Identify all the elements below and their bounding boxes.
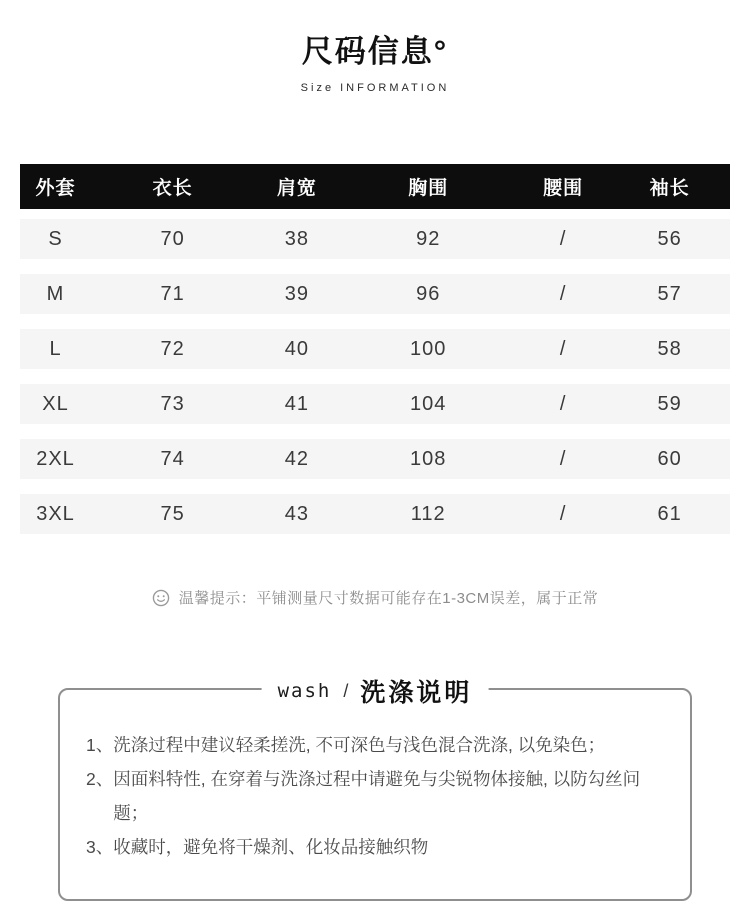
wash-item-text: 洗涤过程中建议轻柔搓洗, 不可深色与浅色混合洗涤, 以免染色；: [113, 735, 606, 755]
table-cell: /: [559, 392, 567, 415]
wash-item-text: 收藏时，避免将干燥剂、化妆品接触织物: [113, 837, 429, 857]
wash-item-text: 因面料特性, 在穿着与洗涤过程中请避免与尖锐物体接触, 以防勾丝问题；: [113, 769, 641, 823]
header-cell-shoulder: 肩宽: [276, 178, 317, 199]
table-cell: /: [559, 502, 567, 525]
table-cell: 56: [657, 227, 682, 250]
table-cell: 41: [284, 392, 310, 415]
table-cell: L: [49, 337, 62, 360]
header-cell-length: 衣长: [152, 178, 193, 199]
header-cell-waist: 腰围: [543, 178, 584, 199]
table-row: [20, 219, 730, 259]
wash-title-separator: /: [343, 680, 349, 701]
table-cell: 42: [284, 447, 310, 470]
table-cell: 73: [160, 392, 185, 415]
wash-item-number: 1、: [86, 735, 114, 755]
tip-note-text: 温馨提示：平铺测量尺寸数据可能存在1-3CM误差，属于正常: [178, 590, 599, 607]
table-cell: /: [559, 447, 567, 470]
tip-note: [0, 587, 750, 608]
wash-item-number: 3、: [86, 837, 114, 857]
table-cell: 96: [416, 282, 441, 305]
table-row: [20, 274, 730, 314]
table-cell: 2XL: [36, 447, 75, 470]
table-cell: 38: [284, 227, 310, 250]
table-row: [20, 384, 730, 424]
wash-instructions: [60, 690, 690, 864]
table-cell: 112: [410, 502, 446, 525]
table-cell: 59: [657, 392, 682, 415]
table-cell: 43: [284, 502, 310, 525]
table-cell: /: [559, 282, 567, 305]
table-cell: 71: [160, 282, 185, 305]
title-block: [0, 0, 750, 94]
size-table-header: [20, 164, 730, 209]
table-cell: S: [48, 227, 63, 250]
table-cell: XL: [42, 392, 69, 415]
size-table-body: [20, 219, 730, 534]
header-cell-sleeve: 袖长: [649, 178, 690, 199]
wash-instruction-item: [86, 728, 668, 762]
table-cell: 74: [160, 447, 185, 470]
table-row: [20, 494, 730, 534]
table-cell: 75: [160, 502, 185, 525]
wash-instruction-item: [86, 762, 668, 830]
table-cell: 60: [657, 447, 682, 470]
wash-box: [58, 679, 692, 901]
table-cell: 72: [160, 337, 185, 360]
table-row: [20, 329, 730, 369]
wash-title-cn: 洗涤说明: [360, 679, 473, 707]
wash-item-number: 2、: [86, 769, 114, 789]
table-cell: M: [46, 282, 65, 305]
table-cell: 58: [657, 337, 682, 360]
table-cell: 40: [284, 337, 310, 360]
table-cell: /: [559, 227, 567, 250]
table-cell: 104: [410, 392, 447, 415]
smiley-icon: [152, 589, 170, 607]
page-title: 尺码信息°: [301, 34, 449, 69]
page-subtitle: Size INFORMATION: [300, 82, 450, 94]
table-cell: 100: [410, 337, 447, 360]
table-cell: 39: [284, 282, 310, 305]
header-cell-garment: 外套: [35, 178, 76, 199]
wash-instruction-item: [86, 830, 668, 864]
table-cell: 61: [657, 502, 682, 525]
table-cell: 57: [657, 282, 682, 305]
wash-legend: [262, 673, 489, 709]
table-row: [20, 439, 730, 479]
size-table: [20, 164, 730, 534]
wash-title-en: wash: [277, 680, 332, 702]
table-cell: 3XL: [36, 502, 75, 525]
table-cell: 92: [416, 227, 441, 250]
table-cell: 108: [410, 447, 447, 470]
table-cell: 70: [160, 227, 185, 250]
header-cell-bust: 胸围: [408, 178, 449, 199]
table-cell: /: [559, 337, 567, 360]
